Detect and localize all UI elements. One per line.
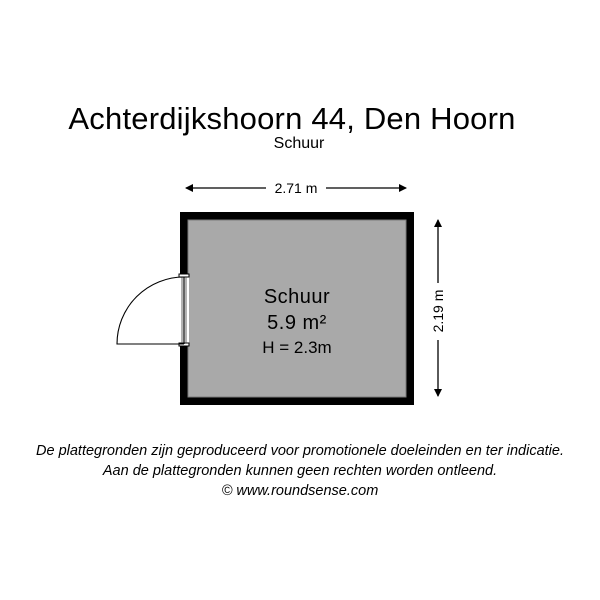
floor-subtitle: Schuur xyxy=(273,135,325,152)
copyright-line: © www.roundsense.com xyxy=(221,483,379,499)
shed-floor xyxy=(188,220,406,397)
door-swing-arc xyxy=(117,277,184,344)
disclaimer-line-1: De plattegronden zijn geproduceerd voor promotionele doeleinden en ter indicatie. xyxy=(36,443,564,459)
door xyxy=(117,274,189,346)
depth-dimension xyxy=(430,220,446,396)
disclaimer xyxy=(0,441,600,501)
address-title: Achterdijkshoorn 44, Den Hoorn xyxy=(68,101,516,136)
disclaimer-line-2: Aan de plattegronden kunnen geen rechten worden ontleend. xyxy=(102,463,498,479)
room-height: H = 2.3m xyxy=(262,338,332,357)
depth-dimension-label: 2.19 m xyxy=(430,289,446,333)
room-area: 5.9 m² xyxy=(267,312,327,334)
width-dimension-label: 2.71 m xyxy=(274,180,318,196)
room-name: Schuur xyxy=(263,286,331,308)
width-dimension xyxy=(186,180,406,196)
